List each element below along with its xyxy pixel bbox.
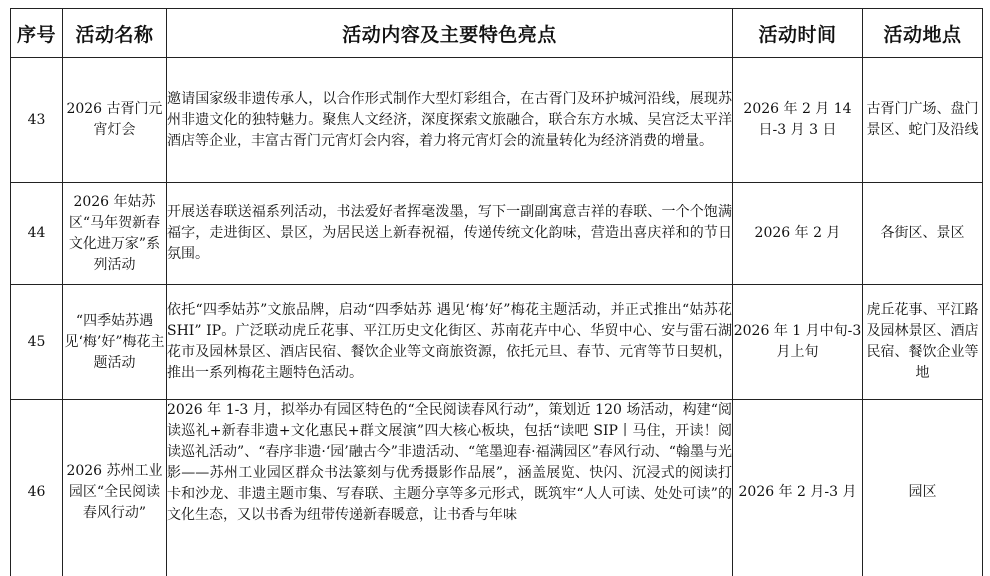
- activity-place: 各街区、景区: [863, 183, 983, 285]
- row-index: 46: [11, 400, 63, 576]
- events-table: [10, 8, 983, 576]
- activity-name: 2026 古胥门元宵灯会: [63, 58, 167, 183]
- activity-content: 2026 年 1-3 月，拟举办有园区特色的“全民阅读春风行动”，策划近 120 场活动，构建“阅读巡礼+新春非遗+文化惠民+群文展演”四大核心板块，包括“读吧 SIP丨马住，开读！阅读巡礼活动”、“春序非遗·‘园’融古今”非遗活动、“笔墨迎春·福满园区”春风行动、“翰墨与光影——苏州工业园区群众书法篆刻与优秀摄影作品展”，涵盖展览、快闪、沉浸式的阅读打卡和沙龙、非遗主题市集、写春联、主题分享等多元形式，既筑牢“人人可读、处处可读”的文化生态，又以书香为纽带传递新春暖意，让书香与年味: [167, 400, 733, 576]
- activity-name: “四季姑苏遇见‘梅’好”梅花主题活动: [63, 285, 167, 400]
- activity-content: 依托“四季姑苏”文旅品牌，启动“四季姑苏 遇见‘梅’好”梅花主题活动，并正式推出“姑苏花 SHI” IP。广泛联动虎丘花事、平江历史文化街区、苏南花卉中心、华贸中心、安与雷石湖花市及园林景区、酒店民宿、餐饮企业等文商旅资源，依托元旦、春节、元宵等节日契机，推出一系列梅花主题特色活动。: [167, 285, 733, 400]
- activity-place: 虎丘花事、平江路及园林景区、酒店民宿、餐饮企业等地: [863, 285, 983, 400]
- activity-content: 开展送春联送福系列活动，书法爱好者挥毫泼墨，写下一副副寓意吉祥的春联、一个个饱满福字，走进街区、景区，为居民送上新春祝福，传递传统文化韵味，营造出喜庆祥和的节日氛围。: [167, 183, 733, 285]
- activity-time: 2026 年 2 月 14 日-3 月 3 日: [733, 58, 863, 183]
- header-index: 序号: [11, 9, 63, 58]
- activity-name: 2026 苏州工业园区“全民阅读春风行动”: [63, 400, 167, 576]
- activity-time: 2026 年 2 月-3 月: [733, 400, 863, 576]
- activity-name: 2026 年姑苏区“马年贺新春 文化进万家”系列活动: [63, 183, 167, 285]
- activity-place: 园区: [863, 400, 983, 576]
- row-index: 43: [11, 58, 63, 183]
- table-row: [11, 183, 983, 285]
- header-place: 活动地点: [863, 9, 983, 58]
- table-row: [11, 285, 983, 400]
- header-time: 活动时间: [733, 9, 863, 58]
- table-header-row: [11, 9, 983, 58]
- row-index: 45: [11, 285, 63, 400]
- activity-time: 2026 年 1 月中旬-3 月上旬: [733, 285, 863, 400]
- row-index: 44: [11, 183, 63, 285]
- header-activity-name: 活动名称: [63, 9, 167, 58]
- activity-content: 邀请国家级非遗传承人，以合作形式制作大型灯彩组合，在古胥门及环护城河沿线，展现苏州非遗文化的独特魅力。聚焦人文经济，深度探索文旅融合，联合东方水城、吴宫泛太平洋酒店等企业，丰富古胥门元宵灯会内容，着力将元宵灯会的流量转化为经济消费的增量。: [167, 58, 733, 183]
- header-content: 活动内容及主要特色亮点: [167, 9, 733, 58]
- activity-time: 2026 年 2 月: [733, 183, 863, 285]
- table-row: [11, 400, 983, 576]
- activity-place: 古胥门广场、盘门景区、蛇门及沿线: [863, 58, 983, 183]
- table-row: [11, 58, 983, 183]
